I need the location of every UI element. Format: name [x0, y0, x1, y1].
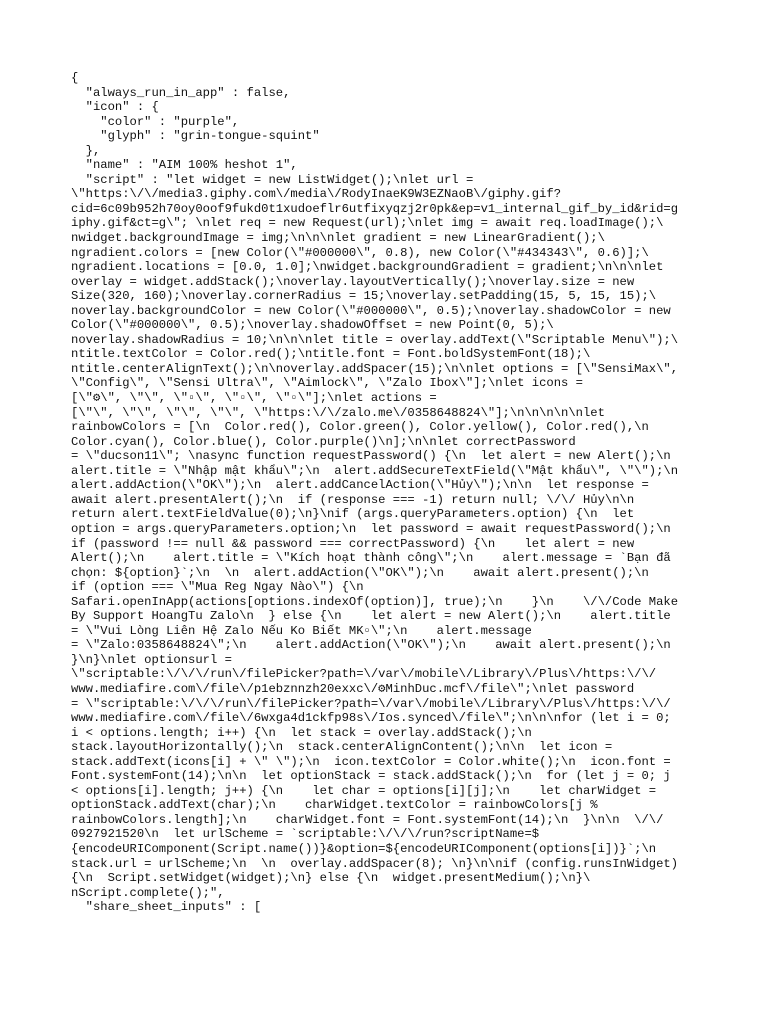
code-line: nwidget.backgroundImage = img;\n\n\nlet gradient = new LinearGradient();\ — [71, 231, 605, 246]
code-line: Alert();\n alert.title = \"Kích hoạt thành công\";\n alert.message = `Bạn đã — [71, 551, 671, 566]
code-line: ngradient.locations = [0.0, 1.0];\nwidget.backgroundGradient = gradient;\n\n\nlet — [71, 260, 664, 275]
code-line: stack.addText(icons[i] + \" \");\n icon.textColor = Color.white();\n icon.font = — [71, 754, 671, 769]
code-line: rainbowColors = [\n Color.red(), Color.green(), Color.yellow(), Color.red(),\n — [71, 420, 649, 435]
code-line: chọn: ${option}`;\n \n alert.addAction(\"OK\");\n await alert.present();\n — [71, 565, 649, 580]
code-line: = \"Zalo:0358648824\";\n alert.addAction(\"OK\");\n await alert.present();\n — [71, 638, 671, 653]
code-line: "icon" : { — [71, 100, 159, 115]
code-line: }, — [71, 143, 101, 158]
code-line: "script" : "let widget = new ListWidget();\nlet url = — [71, 172, 474, 187]
code-line: = \"Vui Lòng Liên Hệ Zalo Nếu Ko Biết MK▫\";\n alert.message — [71, 623, 532, 638]
code-line: Color.cyan(), Color.blue(), Color.purple()\n];\n\nlet correctPassword — [71, 434, 576, 449]
code-line: noverlay.shadowRadius = 10;\n\n\nlet title = overlay.addText(\"Scriptable Menu\");\ — [71, 332, 679, 347]
code-line: 0927921520\n let urlScheme = `scriptable:\/\/\/run?scriptName=$ — [71, 827, 540, 842]
code-line: rainbowColors.length];\n charWidget.font = Font.systemFont(14);\n }\n\n \/\/ — [71, 812, 664, 827]
code-line: ngradient.colors = [new Color(\"#000000\", 0.8), new Color(\"#434343\", 0.6)];\ — [71, 245, 649, 260]
code-line: optionStack.addText(char);\n charWidget.textColor = rainbowColors[j % — [71, 798, 598, 813]
code-line: Safari.openInApp(actions[options.indexOf(option)], true);\n }\n \/\/Code Make — [71, 594, 679, 609]
code-line: }\n}\nlet optionsurl = — [71, 652, 232, 667]
code-line: "share_sheet_inputs" : [ — [71, 900, 262, 915]
code-line: \"scriptable:\/\/\/run\/filePicker?path=\/var\/mobile\/Library\/Plus\/https:\/\/ — [71, 667, 657, 682]
code-line: return alert.textFieldValue(0);\n}\nif (args.queryParameters.option) {\n let — [71, 507, 635, 522]
code-line: {\n Script.setWidget(widget);\n} else {\n widget.presentMedium();\n}\ — [71, 871, 591, 886]
code-line: = \"ducson11\"; \nasync function requestPassword() {\n let alert = new Alert();\n — [71, 449, 671, 464]
code-line: Color(\"#000000\", 0.5);\noverlay.shadowOffset = new Point(0, 5);\ — [71, 318, 554, 333]
code-line: www.mediafire.com\/file\/p1ebznnzh20exxc\/⚙MinhDuc.mcf\/file\";\nlet password — [71, 681, 635, 696]
code-line: { — [71, 71, 79, 85]
code-line: if (option === \"Mua Reg Ngay Nào\") {\n — [71, 580, 364, 595]
code-line: < options[i].length; j++) {\n let char = options[i][j];\n let charWidget = — [71, 783, 657, 798]
code-line: [\"\", \"\", \"\", \"\", \"https:\/\/zalo.me\/0358648824\"];\n\n\n\n\nlet — [71, 405, 605, 420]
code-line: {encodeURIComponent(Script.name())}&option=${encodeURIComponent(options[i])}`;\n — [71, 841, 657, 856]
code-line: "color" : "purple", — [71, 114, 240, 129]
code-line: \"Config\", \"Sensi Ultra\", \"Aimlock\", \"Zalo Ibox\"];\nlet icons = — [71, 376, 583, 391]
code-line: = \"scriptable:\/\/\/run\/filePicker?path=\/var\/mobile\/Library\/Plus\/https:\/\/ — [71, 696, 671, 711]
code-line: \"https:\/\/media3.giphy.com\/media\/RodyInaeK9W3EZNaoB\/giphy.gif? — [71, 187, 562, 202]
code-line: Size(320, 160);\noverlay.cornerRadius = 15;\noverlay.setPadding(15, 5, 15, 15);\ — [71, 289, 657, 304]
document-page — [71, 71, 711, 915]
code-line: ntitle.centerAlignText();\n\noverlay.addSpacer(15);\n\nlet options = [\"SensiMax\", — [71, 361, 679, 376]
code-line: stack.layoutHorizontally();\n stack.centerAlignContent();\n\n let icon = — [71, 740, 613, 755]
code-line: Font.systemFont(14);\n\n let optionStack = stack.addStack();\n for (let j = 0; j — [71, 769, 671, 784]
code-line: nScript.complete();", — [71, 885, 225, 900]
code-line: i < options.length; i++) {\n let stack = overlay.addStack();\n — [71, 725, 532, 740]
code-line: noverlay.backgroundColor = new Color(\"#000000\", 0.5);\noverlay.shadowColor = new — [71, 303, 671, 318]
code-line: "always_run_in_app" : false, — [71, 85, 291, 100]
code-line: cid=6c09b952h70oy0oof9fukd0t1xudoeflr6utfixyqzj2r0pk&ep=v1_internal_gif_by_id&rid=g — [71, 201, 679, 216]
code-line: await alert.presentAlert();\n if (response === -1) return null; \/\/ Hủy\n\n — [71, 492, 635, 507]
code-line: "glyph" : "grin-tongue-squint" — [71, 129, 320, 144]
code-line: ntitle.textColor = Color.red();\ntitle.font = Font.boldSystemFont(18);\ — [71, 347, 591, 362]
code-line: overlay = widget.addStack();\noverlay.layoutVertically();\noverlay.size = new — [71, 274, 635, 289]
code-line: [\"⚙\", \"\", \"▫\", \"▫\", \"▫\"];\nlet actions = — [71, 391, 437, 406]
code-line: www.mediafire.com\/file\/6wxga4d1ckfp98s\/Ios.synced\/file\";\n\n\nfor (let i = 0; — [71, 711, 671, 726]
code-line: alert.addAction(\"OK\");\n alert.addCancelAction(\"Hủy\");\n\n let response = — [71, 478, 649, 493]
code-line: if (password !== null && password === correctPassword) {\n let alert = new — [71, 536, 635, 551]
code-line: "name" : "AIM 100% heshot 1", — [71, 158, 298, 173]
code-line: stack.url = urlScheme;\n \n overlay.addSpacer(8); \n}\n\nif (config.runsInWidget) — [71, 856, 679, 871]
code-line: option = args.queryParameters.option;\n let password = await requestPassword();\n — [71, 521, 671, 536]
code-line: alert.title = \"Nhập mật khẩu\";\n alert.addSecureTextField(\"Mật khẩu\", \"\");\n — [71, 463, 679, 478]
code-line: iphy.gif&ct=g\"; \nlet req = new Request(url);\nlet img = await req.loadImage();\ — [71, 216, 664, 231]
code-line: By Support HoangTu Zalo\n } else {\n let alert = new Alert();\n alert.title — [71, 609, 671, 624]
